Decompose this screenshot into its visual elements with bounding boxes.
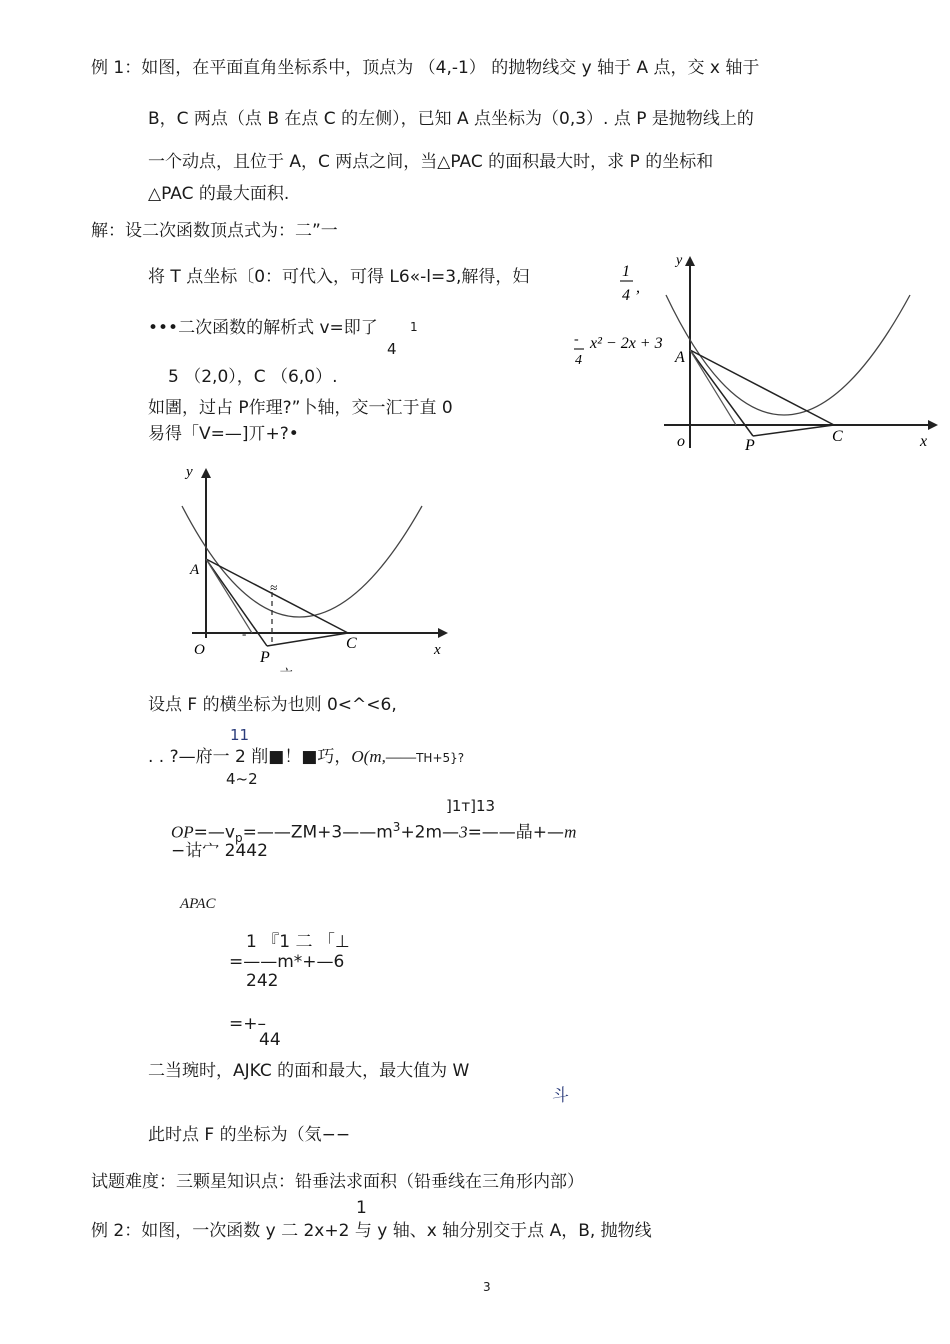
example1-line1: 例 1：如图，在平面直角坐标系中，顶点为 （4,-1） 的抛物线交 y 轴于 A 点，交 x 轴于: [91, 58, 760, 78]
fig2-label-p: P: [260, 649, 270, 666]
work-n42: 4~2: [226, 770, 258, 788]
fig2-parabola: [182, 506, 422, 617]
work-op-ital3: m: [564, 822, 577, 842]
work-line2-tail: TH+5}?: [416, 751, 465, 765]
work-op-ital2: 3: [459, 822, 468, 842]
work-n1t13: ]1т]13: [446, 797, 496, 815]
fig1-frac-comma: ,: [636, 279, 640, 296]
solution-line1: 解：设二次函数顶点式为：二”一: [91, 221, 338, 241]
example1-line4: △PAC 的最大面积.: [148, 184, 290, 204]
solution-line2: 将 T 点坐标〔0：可代入，可得 L6«-l=3,解得，妇: [148, 267, 530, 287]
solution-line4: 5 （2,0），C （6,0）.: [168, 367, 338, 387]
work-op-rest: =—v: [193, 822, 235, 843]
fig2-y-arrow: [201, 468, 211, 478]
work-line2: [148, 746, 464, 769]
fig1-parabola: [666, 295, 910, 415]
fig2-segment-ab: [206, 559, 252, 633]
work-line-zh: −诂宀 2442: [171, 841, 268, 861]
work-op-ital: OP: [171, 822, 194, 842]
fig1-eq-rest: x² − 2x + 3: [590, 335, 663, 352]
conclusion-line2: 此时点 F 的坐标为（気−−: [148, 1125, 351, 1145]
parabola-figure-1: [570, 250, 940, 460]
fig2-label-c: C: [346, 635, 357, 652]
fig2-label-x: x: [434, 642, 441, 658]
work-op-sub: p: [234, 831, 243, 846]
work-op-rest4: =——晶+—: [467, 822, 565, 843]
work-n11: 11: [230, 726, 250, 744]
work-apac: APAC: [180, 896, 216, 912]
fig2-label-top: ≈: [270, 580, 278, 595]
example1-line2: B，C 两点（点 B 在点 C 的左侧），已知 A 点坐标为（0,3）. 点 P 是抛物线上的: [148, 109, 754, 129]
solution-line6: 易得「V=—]丌+?•: [148, 424, 299, 444]
work-eq-row: =——m*+—6: [229, 952, 345, 972]
fig2-segment-ac: [206, 559, 348, 633]
work-op-sup: 3: [392, 820, 401, 834]
fig1-label-y: y: [676, 253, 683, 268]
fig2-segment-pc: [267, 633, 348, 646]
parabola-figure-2-svg: [172, 458, 462, 680]
fig1-segment-ac: [690, 350, 834, 425]
fig1-label-p: P: [745, 437, 755, 454]
fig1-label-a: A: [675, 349, 685, 366]
parabola-figure-1-svg: [570, 250, 940, 460]
work-n44: 44: [259, 1030, 281, 1050]
fig2-x-arrow: [438, 628, 448, 638]
fig1-label-o: o: [677, 433, 685, 450]
fig1-eq-minus: -: [574, 332, 579, 347]
conclusion-dou: 斗: [552, 1086, 569, 1106]
fig1-frac-den: 4: [622, 287, 630, 304]
difficulty-line: 试题难度：三颗星知识点：铅垂法求面积（铅垂线在三角形内部）: [91, 1172, 584, 1192]
work-line2-ital: O(m,——: [351, 747, 417, 766]
fig1-eq-den: 4: [575, 353, 582, 368]
work-n1-row: 1 『1 二 「⊥: [246, 932, 350, 952]
fig2-label-y: y: [186, 464, 193, 480]
fig1-frac-num: 1: [622, 263, 630, 280]
fig1-label-c: C: [832, 428, 843, 445]
fig1-segment-pc: [753, 425, 834, 436]
example2-line: 例 2：如图，一次函数 y 二 2x+2 与 y 轴、x 轴分别交于点 A，B, 抛物线: [91, 1221, 652, 1241]
page-number: 3: [483, 1280, 491, 1294]
work-n242: 242: [246, 971, 279, 991]
solution-line3-sub: 4: [387, 340, 397, 358]
fig2-label-bottom: 亠: [278, 666, 292, 680]
parabola-figure-2: [172, 458, 462, 680]
solution-line3: •••二次函数的解析式 v=即了: [148, 318, 378, 338]
fig1-label-x: x: [920, 433, 928, 450]
fig2-label-a: A: [190, 562, 200, 578]
example2-n1: 1: [356, 1198, 367, 1218]
work-line2-text: . . ?—府一 2 削■！■巧，: [148, 747, 352, 767]
fig1-x-arrow: [928, 420, 938, 430]
conclusion-line1: 二当琬时，AJKC 的面和最大，最大值为 W: [148, 1061, 470, 1081]
work-eq2: =+–: [229, 1014, 266, 1034]
work-op-rest3: +2m—: [400, 822, 460, 843]
solution-line3-sup: 1: [410, 320, 418, 334]
fig1-y-arrow: [685, 256, 695, 266]
fig2-label-o: O: [194, 642, 205, 658]
fig1-segment-ap: [690, 350, 753, 436]
fig2-label-dash: -: [242, 626, 247, 641]
work-line1: 设点 F 的横坐标为也则 0<^<6,: [148, 695, 397, 715]
work-op-rest2: =——ZM+3——m: [242, 822, 393, 843]
example1-line3: 一个动点，且位于 A，C 两点之间，当△PAC 的面积最大时，求 P 的坐标和: [148, 152, 714, 172]
solution-line5: 如圕，过占 P作理?”卜轴，交一汇于直 0: [148, 398, 453, 418]
